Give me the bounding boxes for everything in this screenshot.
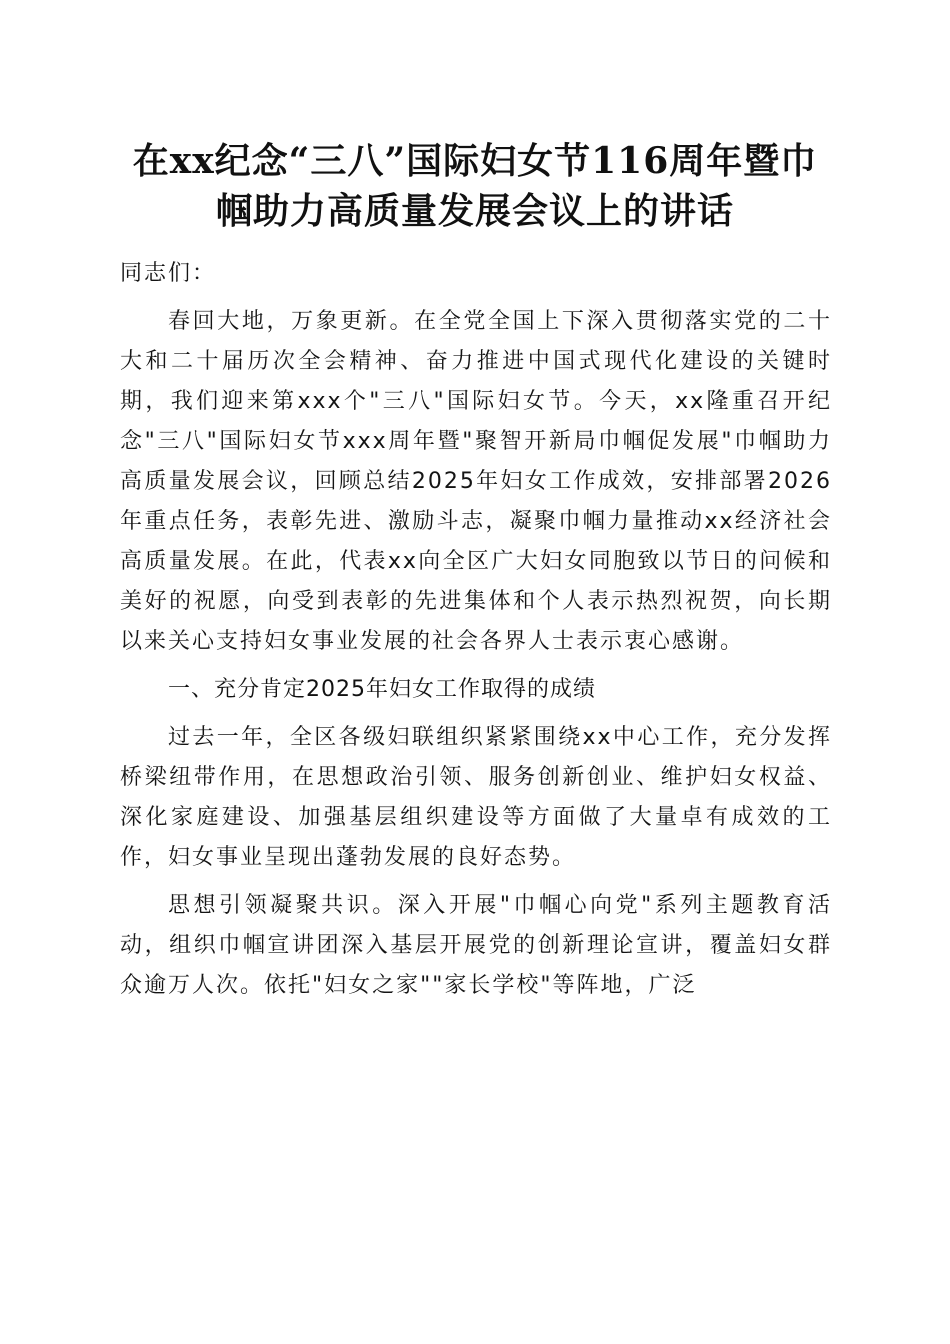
document-body — [120, 254, 832, 1014]
title-line-1: 在xx纪念“三八”国际妇女节116周年暨巾 — [132, 140, 818, 182]
title-line-2: 帼助力高质量发展会议上的讲话 — [215, 190, 734, 232]
paragraph-ideology: 思想引领凝聚共识。深入开展"巾帼心向党"系列主题教育活动，组织巾帼宣讲团深入基层开展党的创新理论宣讲，覆盖妇女群众逾万人次。依托"妇女之家""家长学校"等阵地，广泛 — [120, 893, 832, 998]
paragraph-review: 过去一年，全区各级妇联组织紧紧围绕xx中心工作，充分发挥桥梁纽带作用，在思想政治引领、服务创新创业、维护妇女权益、深化家庭建设、加强基层组织建设等方面做了大量卓有成效的工作，妇女事业呈现出蓬勃发展的良好态势。 — [120, 725, 832, 870]
section-heading-1: 一、充分肯定2025年妇女工作取得的成绩 — [168, 677, 596, 702]
paragraph-opening: 春回大地，万象更新。在全党全国上下深入贯彻落实党的二十大和二十届历次全会精神、奋力推进中国式现代化建设的关键时期，我们迎来第xxx个"三八"国际妇女节。今天，xx隆重召开纪念"三八"国际妇女节xxx周年暨"聚智开新局巾帼促发展"巾帼助力高质量发展会议，回顾总结2025年妇女工作成效，安排部署2026年重点任务，表彰先进、激励斗志，凝聚巾帼力量推动xx经济社会高质量发展。在此，代表xx向全区广大妇女同胞致以节日的问候和美好的祝愿，向受到表彰的先进集体和个人表示热烈祝贺，向长期以来关心支持妇女事业发展的社会各界人士表示衷心感谢。 — [120, 309, 832, 654]
salutation: 同志们： — [120, 261, 217, 286]
document-title — [90, 136, 860, 236]
